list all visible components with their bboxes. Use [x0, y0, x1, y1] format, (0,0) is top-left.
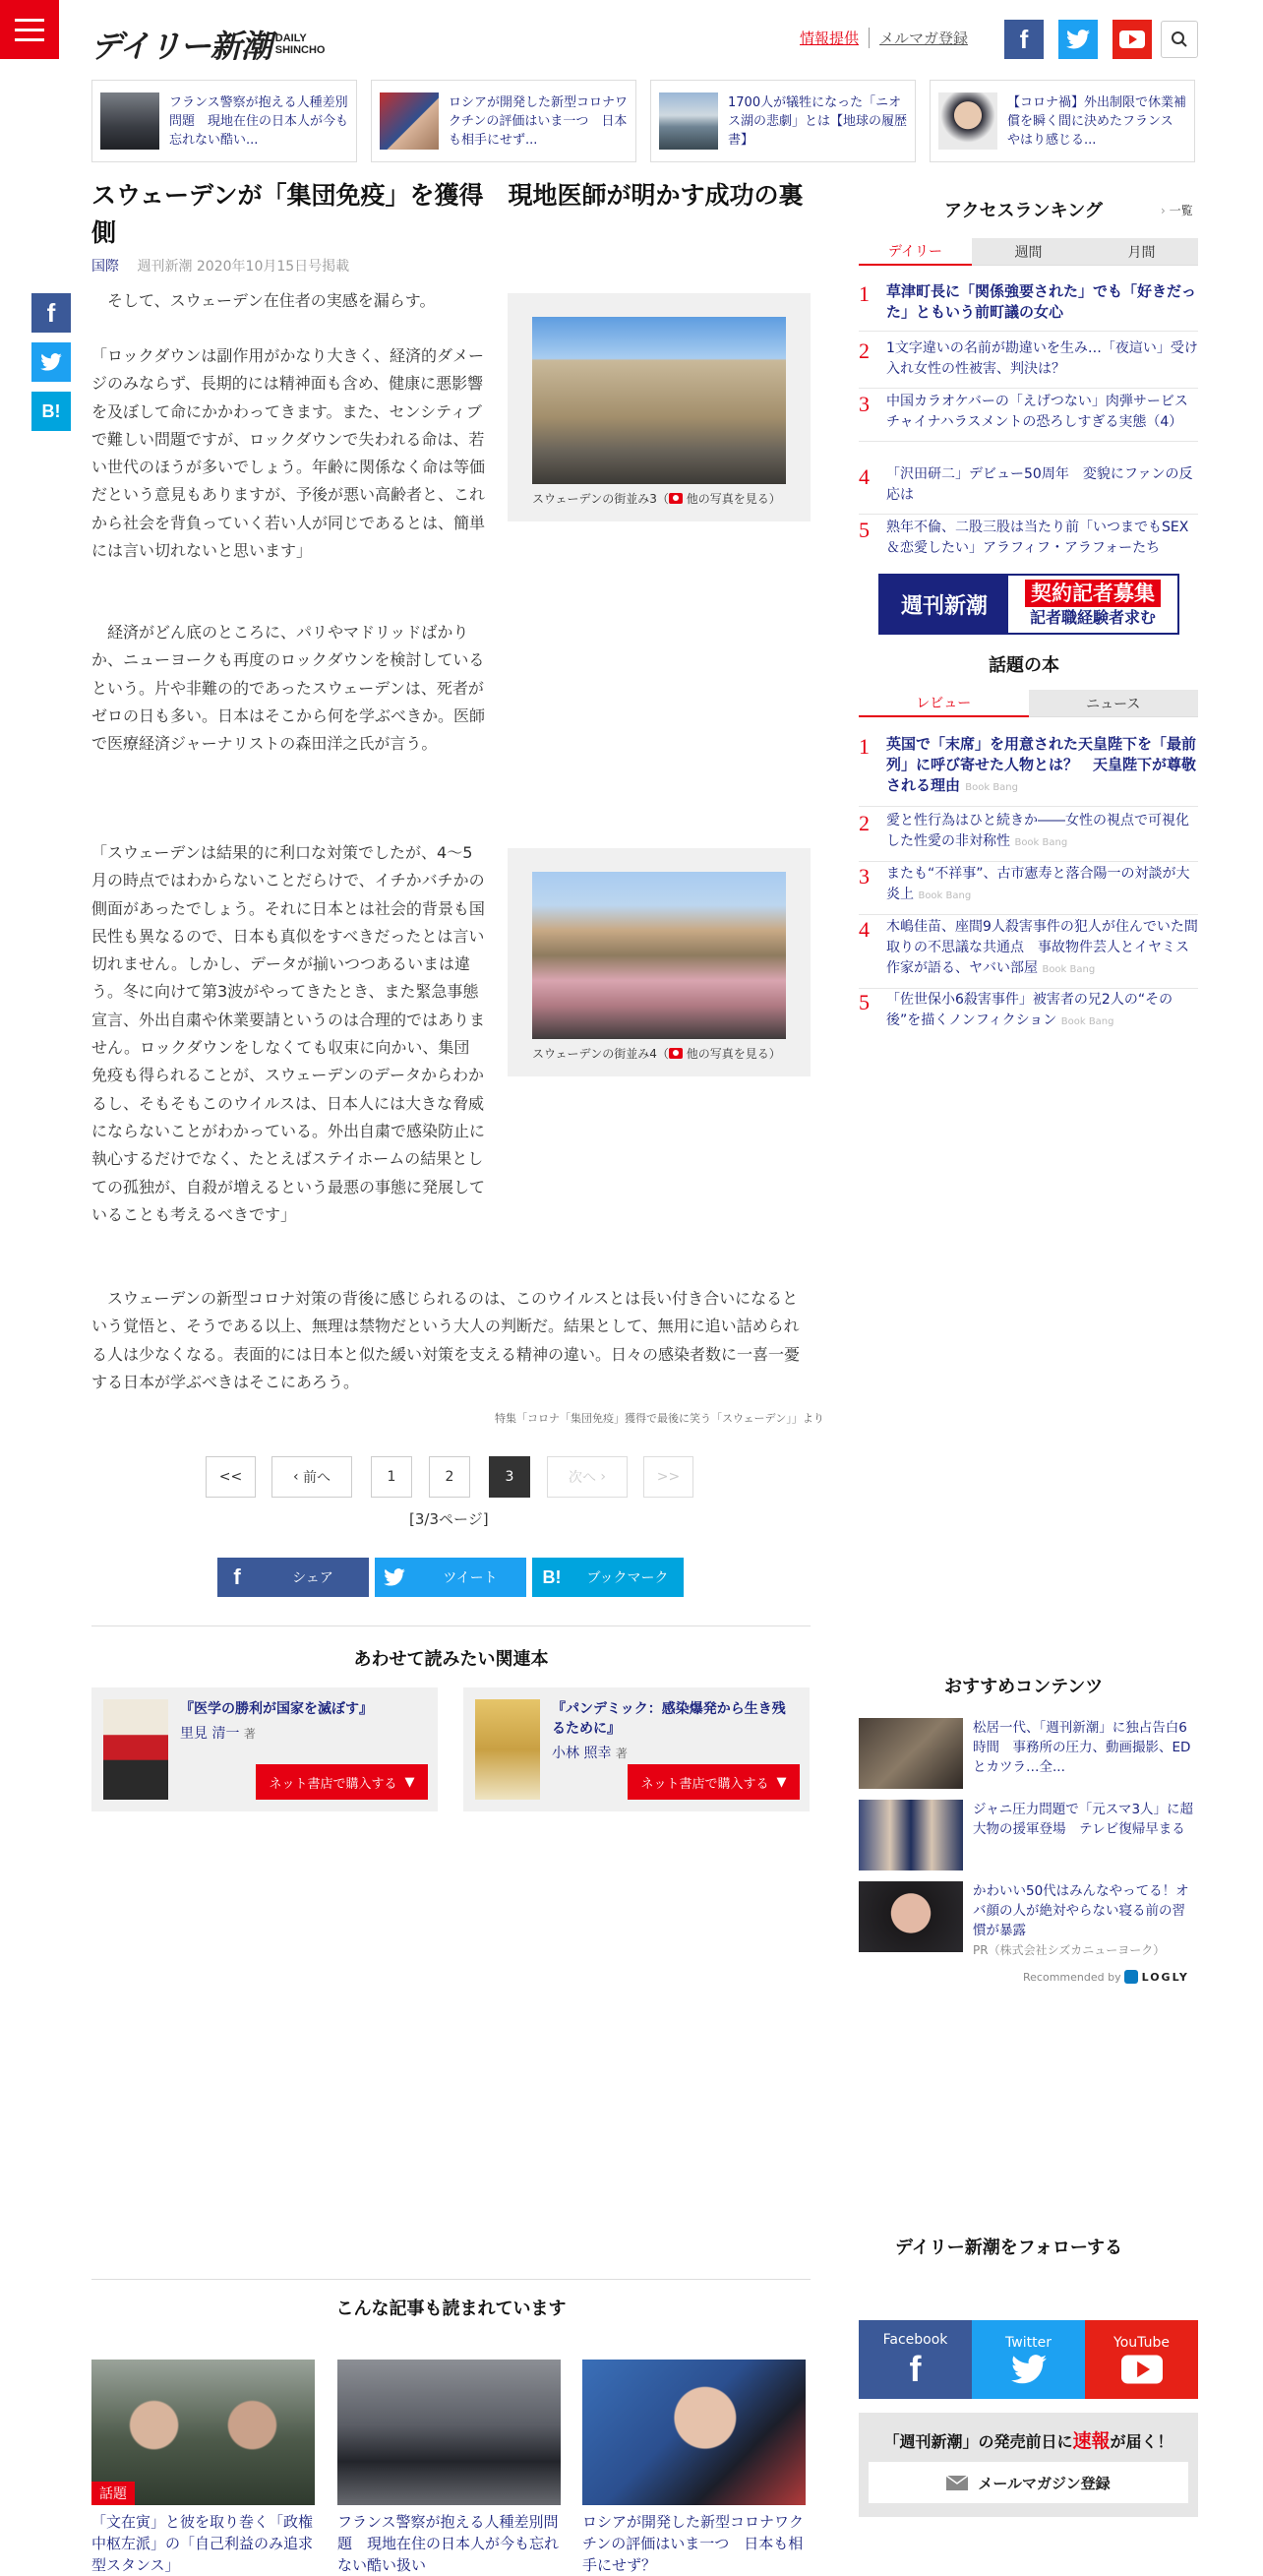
header-links	[790, 28, 978, 48]
also-read-item[interactable]: フランス警察が抱える人種差別問題 現地在住の日本人が今も忘れない酷い扱い	[337, 2360, 561, 2576]
follow-title: デイリー新潮をフォローする	[895, 2238, 1122, 2258]
book-topic-item[interactable]: 5 「佐世保小6殺害事件」被害者の兄2人の“その後”を描くノンフィクション Book Bang	[859, 990, 1173, 1028]
recommend-item[interactable]: ジャニ圧力問題で「元スマ3人」に超大物の援軍登場 テレビ復帰早まる	[859, 1800, 1198, 1871]
paragraph: 「ロックダウンは副作用がかなり大きく、経済的ダメージのみならず、長期的には精神面も含め、健康に悪影響を及ぼして命にかかわってきます。また、センシティブで難しい問題ですが、ロックダウンで失われる命は、若い世代のほうが多いでしょう。年齢に関係なく命は等価だという意見もありますが、予後が悪い高齢者と、これから社会を背負っていく若い人が同じであるとは、簡単には言い切れないと思います」	[91, 346, 486, 561]
article-photo[interactable]	[532, 317, 786, 484]
page-info: [3/3ページ]	[409, 1510, 489, 1528]
books-topic-title: 話題の本	[989, 655, 1059, 676]
book-author: 小林 照幸 著	[552, 1746, 628, 1761]
mailmag-register-button[interactable]: メールマガジン登録	[869, 2462, 1188, 2503]
twitter-icon[interactable]	[1058, 20, 1098, 59]
divider	[91, 2279, 811, 2280]
menu-button[interactable]	[0, 0, 59, 59]
side-facebook-share[interactable]: f	[31, 293, 71, 333]
book-title[interactable]: 『パンデミック：感染爆発から生き残るために』	[552, 1701, 786, 1737]
more-photos-link[interactable]: 他の写真を見る）	[686, 1047, 781, 1061]
pickup-item[interactable]	[91, 80, 357, 162]
caret-down-icon: ▼	[404, 1774, 415, 1790]
recommend-item[interactable]: かわいい50代はみんなやってる！オバ顔の人が絶対やらない寝る前の習慣が暴露 PR（株式会社シズカニューヨーク）	[859, 1881, 1198, 1952]
search-icon	[1171, 31, 1188, 48]
pager-page-1[interactable]: 1	[371, 1456, 412, 1498]
camera-icon	[669, 1048, 683, 1059]
pickup-text: 【コロナ禍】外出制限で休業補償を瞬く間に決めたフランス やはり感じる...	[1007, 94, 1187, 148]
pager-first[interactable]: <<	[206, 1456, 256, 1498]
tab-daily[interactable]: デイリー	[859, 238, 972, 266]
photo-caption: スウェーデンの街並み4（ 他の写真を見る）	[532, 1047, 781, 1061]
recommend-powered: Recommended by LOGLY	[1023, 1971, 1189, 1984]
book-topic-item[interactable]: 3 またも“不祥事”、古市憲寿と落合陽一の対談が大炎上 Book Bang	[859, 864, 1198, 915]
follow-youtube[interactable]: YouTube	[1085, 2320, 1198, 2399]
paragraph: 経済がどん底のところに、パリやマドリッドばかりか、ニューヨークも再度のロックダウンを検討しているという。片や非難の的であったスウェーデンは、死者がゼロの日も多い。日本はそこから何を学ぶべきか。医師で医療経済ジャーナリストの森田洋之氏が言う。	[91, 623, 486, 754]
follow-facebook[interactable]: Facebook f	[859, 2320, 972, 2399]
ranking-item[interactable]: 3 中国カラオケバーの「えげつない」肉弾サービス チャイナハラスメントの恐ろしすぎる実態（4）	[859, 392, 1198, 442]
ranking-title: アクセスランキング	[944, 201, 1103, 221]
pager-page-2[interactable]: 2	[429, 1456, 470, 1498]
divider	[91, 1625, 811, 1626]
buy-button[interactable]: ネット書店で購入する ▼	[256, 1764, 428, 1800]
ranking-item[interactable]: 2 1文字違いの名前が勘違いを生み…「夜這い」受け入れ女性の性被害、判決は？	[859, 338, 1198, 389]
follow-twitter[interactable]: Twitter	[972, 2320, 1085, 2399]
paragraph: 「スウェーデンは結果的に利口な対策でしたが、4～5月の時点ではわからないことだらけで、イチかバチかの側面があったでしょう。それに日本とは社会的背景も国民性も異なるので、日本も真似をすべきだったとは言い切れません。しかし、データが揃いつつあるいまは違う。冬に向けて第3波がやってきたとき、また緊急事態宣言、外出自粛や休業要請というのは合理的ではありません。ロックダウンをしなくても収束に向かい、集団免疫も得られることが、スウェーデンのデータからわかるし、そもそもこのウイルスは、日本人には大きな脅威にならないことがわかっている。外出自粛で感染防止に執心するだけでなく、たとえばステイホームの結果としての孤独が、自殺が増えるという最悪の事態に発展していることも考えるべきです」	[91, 843, 486, 1224]
tab-news[interactable]: ニュース	[1029, 690, 1199, 717]
book-author: 里見 清一 著	[180, 1726, 256, 1742]
ranking-tabs	[859, 238, 1198, 266]
tab-monthly[interactable]: 月間	[1085, 238, 1198, 266]
book-topic-item[interactable]: 4 木嶋佳苗、座間9人殺害事件の犯人が住んでいた間取りの不思議な共通点 事故物件芸人とイヤミス作家が語る、ヤバい部屋 Book Bang	[859, 917, 1198, 989]
pickup-thumb	[938, 92, 997, 150]
chevron-right-icon: ›	[1161, 204, 1166, 217]
recruit-banner[interactable]: 週刊新潮 契約記者募集 記者職経験者求む	[878, 574, 1179, 635]
pickup-text: 1700人が犠牲になった「ニオス湖の悲劇」とは【地球の履歴書】	[728, 94, 908, 148]
photo-figure	[508, 848, 811, 1076]
photo-figure	[508, 293, 811, 521]
book-topic-item[interactable]: 2 愛と性行為はひと続きか――女性の視点で可視化した性愛の非対称性 Book Bang	[859, 811, 1198, 862]
camera-icon	[669, 493, 683, 504]
book-cover[interactable]	[103, 1699, 168, 1800]
logo-en: DAILY SHINCHO	[274, 32, 326, 56]
ranking-item[interactable]: 4 「沢田研二」デビュー50周年 変貌にファンの反応は	[859, 464, 1198, 515]
also-read-thumb	[91, 2360, 315, 2505]
mailmag-link[interactable]: メルマガ登録	[869, 28, 978, 48]
facebook-icon: f	[909, 2349, 922, 2389]
chevron-right-icon: ›	[595, 1469, 607, 1485]
article-photo[interactable]	[532, 872, 786, 1039]
facebook-share-button[interactable]: f シェア	[217, 1558, 369, 1597]
recommend-thumb	[859, 1800, 963, 1871]
also-read-item[interactable]: 話題 「文在寅」と彼を取り巻く「政権中枢左派」の「自己利益のみ追求型スタンス」	[91, 2360, 315, 2576]
pickup-thumb	[380, 92, 439, 150]
twitter-share-button[interactable]: ツイート	[375, 1558, 526, 1597]
article-title: スウェーデンが「集団免疫」を獲得 現地医師が明かす成功の裏側	[91, 181, 804, 247]
mailmag-box: 「週刊新潮」の発売前日に速報が届く！ メールマガジン登録	[859, 2413, 1198, 2517]
site-logo[interactable]	[90, 22, 326, 67]
more-photos-link[interactable]: 他の写真を見る）	[686, 492, 781, 506]
book-cover[interactable]	[475, 1699, 540, 1800]
pager-prev[interactable]: ‹ 前へ	[271, 1456, 352, 1498]
facebook-icon: f	[233, 1564, 241, 1589]
pickup-thumb	[100, 92, 159, 150]
book-title[interactable]: 『医学の勝利が国家を滅ぼす』	[180, 1701, 373, 1717]
chevron-left-icon: ‹	[292, 1469, 304, 1485]
ranking-more-link[interactable]: › 一覧	[1161, 204, 1193, 217]
recommend-thumb	[859, 1881, 963, 1952]
twitter-icon	[40, 353, 62, 371]
pickup-item[interactable]	[650, 80, 916, 162]
photo-caption: スウェーデンの街並み3（ 他の写真を見る）	[532, 492, 781, 506]
hatena-bookmark-button[interactable]: B! ブックマーク	[532, 1558, 684, 1597]
article-source: 特集「コロナ「集団免疫」獲得で最後に笑う「スウェーデン」」より	[495, 1412, 824, 1425]
buy-button[interactable]: ネット書店で購入する ▼	[628, 1764, 800, 1800]
ranking-item[interactable]: 1 草津町長に「関係強要された」でも「好きだった」ともいう前町議の女心	[859, 281, 1198, 332]
related-books-title: あわせて読みたい関連本	[353, 1649, 549, 1670]
paragraph: そして、スウェーデン在住者の実感を漏らす。	[91, 291, 436, 310]
hatena-icon: B!	[542, 1566, 562, 1587]
pickup-item[interactable]	[930, 80, 1195, 162]
also-read-title: こんな記事も読まれています	[335, 2299, 567, 2319]
related-book	[91, 1687, 438, 1811]
twitter-icon	[375, 1558, 414, 1597]
logly-logo	[1124, 1970, 1138, 1984]
tab-weekly[interactable]: 週間	[972, 238, 1085, 266]
related-book	[463, 1687, 810, 1811]
pickup-text: ロシアが開発した新型コロナワクチンの評価はいま一つ 日本も相手にせず...	[449, 94, 629, 148]
recommend-thumb	[859, 1718, 963, 1789]
pickup-text: フランス警察が抱える人種差別問題 現地在住の日本人が今も忘れない酷い...	[169, 94, 349, 148]
category-link[interactable]: 国際	[91, 259, 119, 275]
also-read-thumb	[582, 2360, 806, 2505]
pager-next: 次へ ›	[547, 1456, 628, 1498]
mail-icon	[946, 2476, 968, 2490]
caret-down-icon: ▼	[776, 1774, 787, 1790]
also-read-item[interactable]: ロシアが開発した新型コロナワクチンの評価はいま一つ 日本も相手にせず？	[582, 2360, 806, 2576]
side-hatena-share[interactable]: B!	[31, 392, 71, 431]
ranking-item[interactable]: 5 熟年不倫、二股三股は当たり前「いつまでもSEX＆恋愛したい」アラフィフ・アラフォーたち	[859, 518, 1189, 556]
tab-review[interactable]: レビュー	[859, 690, 1029, 717]
publish-date: 週刊新潮 2020年10月15日号掲載	[137, 259, 350, 275]
youtube-icon[interactable]	[1113, 20, 1152, 59]
pager-last: >>	[643, 1456, 693, 1498]
recommend-item[interactable]: 松居一代、「週刊新潮」に独占告白6時間 事務所の圧力、動画撮影、EDとカツラ…全...	[859, 1718, 1198, 1789]
also-read-thumb	[337, 2360, 561, 2505]
topic-badge: 話題	[91, 2482, 135, 2505]
pickup-item[interactable]	[371, 80, 636, 162]
logo-text: デイリー新潮	[90, 28, 271, 65]
info-link[interactable]: 情報提供	[800, 30, 860, 47]
facebook-icon[interactable]: f	[1004, 20, 1044, 59]
pager-page-3: 3	[489, 1456, 530, 1498]
pickup-thumb	[659, 92, 718, 150]
twitter-icon	[1011, 2355, 1047, 2384]
books-tabs	[859, 690, 1198, 717]
paragraph: スウェーデンの新型コロナ対策の背後に感じられるのは、このウイルスとは長い付き合いになるという覚悟と、そうである以上、無理は禁物だという大人の判断だ。結果として、無用に追い詰められる人は少なくなる。表面的には日本と似た緩い対策を支える精神の違い。日々の感染者数に一喜一憂する日本が学ぶべきはそこにあろう。	[91, 1289, 801, 1391]
youtube-icon	[1121, 2355, 1163, 2384]
recommend-title: おすすめコンテンツ	[944, 1677, 1104, 1697]
side-twitter-share[interactable]	[31, 342, 71, 382]
search-button[interactable]	[1161, 21, 1198, 58]
article-meta	[91, 256, 349, 276]
book-topic-item[interactable]: 1 英国で「末席」を用意された天皇陛下を「最前列」に呼び寄せた人物とは？ 天皇陛下が尊敬される理由 Book Bang	[859, 734, 1198, 807]
